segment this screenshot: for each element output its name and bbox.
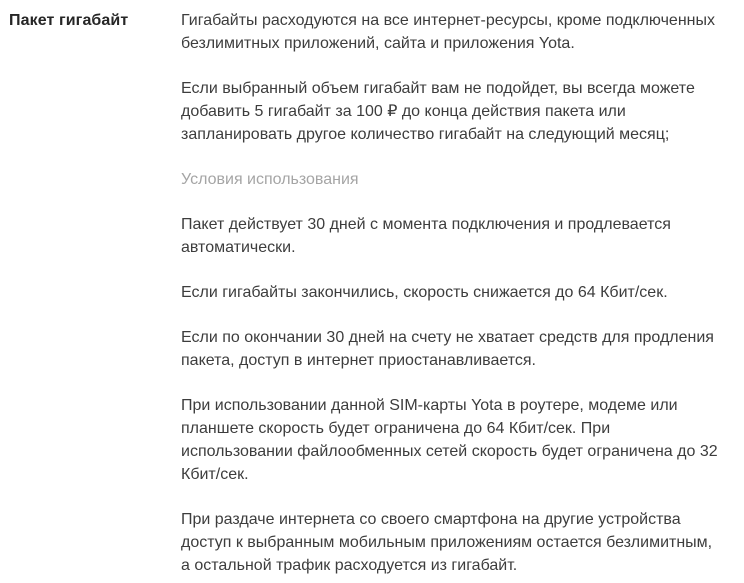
terms-paragraph-5: При раздаче интернета со своего смартфона на другие устройства доступ к выбранным мобильным приложениям остается безлимитным, а остальной трафик расходуется из гигабайт. (181, 511, 713, 574)
section-label-column (9, 9, 181, 33)
intro-paragraph-2: Если выбранный объем гигабайт вам не подойдет, вы всегда можете добавить 5 гигабайт за 100 ₽ до конца действия пакета или запланировать другое количество гигабайт на следующий месяц; (181, 80, 695, 143)
intro-paragraph-1: Гигабайты расходуются на все интернет-ресурсы, кроме подключенных безлимитных приложений, сайта и приложения Yota. (181, 12, 715, 52)
terms-paragraph-4: При использовании данной SIM-карты Yota в роутере, модеме или планшете скорость будет ограничена до 64 Кбит/сек. При использовании файлообменных сетей скорость будет ограничена до 32 Кбит/сек. (181, 397, 718, 483)
section-title: Пакет гигабайт (9, 12, 129, 29)
terms-paragraph-2: Если гигабайты закончились, скорость снижается до 64 Кбит/сек. (181, 284, 668, 301)
section-content-column (181, 9, 723, 577)
terms-paragraph-3: Если по окончании 30 дней на счету не хватает средств для продления пакета, доступ в интернет приостанавливается. (181, 329, 714, 369)
terms-subheading: Условия использования (181, 171, 359, 188)
terms-paragraph-1: Пакет действует 30 дней с момента подключения и продлевается автоматически. (181, 216, 671, 256)
